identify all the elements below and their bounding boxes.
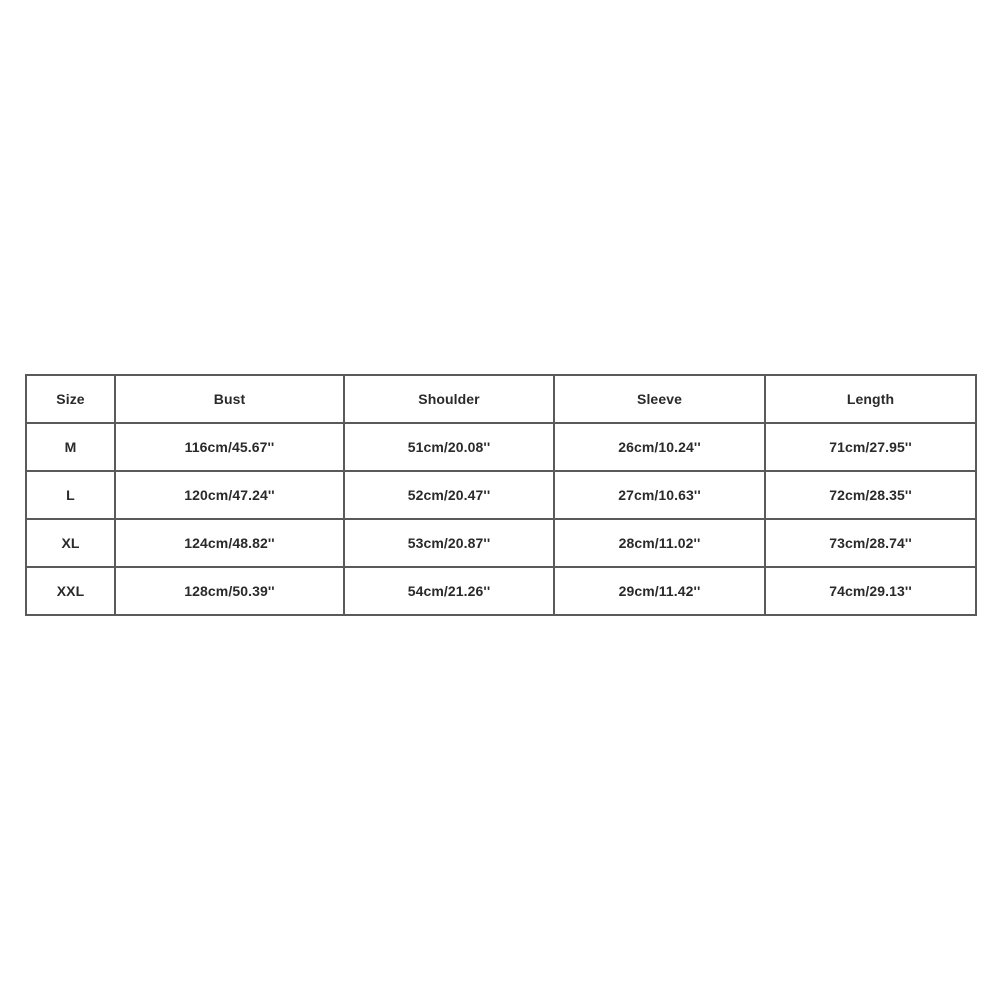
cell-bust: 120cm/47.24'' bbox=[115, 471, 344, 519]
cell-shoulder: 52cm/20.47'' bbox=[344, 471, 554, 519]
header-length: Length bbox=[765, 375, 976, 423]
cell-length: 72cm/28.35'' bbox=[765, 471, 976, 519]
cell-size: M bbox=[26, 423, 115, 471]
size-chart-table bbox=[25, 374, 977, 616]
table-row bbox=[26, 519, 976, 567]
cell-length: 71cm/27.95'' bbox=[765, 423, 976, 471]
table-header-row bbox=[26, 375, 976, 423]
cell-shoulder: 53cm/20.87'' bbox=[344, 519, 554, 567]
cell-sleeve: 27cm/10.63'' bbox=[554, 471, 765, 519]
cell-shoulder: 54cm/21.26'' bbox=[344, 567, 554, 615]
header-sleeve: Sleeve bbox=[554, 375, 765, 423]
cell-sleeve: 29cm/11.42'' bbox=[554, 567, 765, 615]
cell-size: XXL bbox=[26, 567, 115, 615]
header-size: Size bbox=[26, 375, 115, 423]
cell-bust: 124cm/48.82'' bbox=[115, 519, 344, 567]
cell-sleeve: 26cm/10.24'' bbox=[554, 423, 765, 471]
cell-size: XL bbox=[26, 519, 115, 567]
cell-shoulder: 51cm/20.08'' bbox=[344, 423, 554, 471]
cell-bust: 116cm/45.67'' bbox=[115, 423, 344, 471]
table-row bbox=[26, 423, 976, 471]
table-row bbox=[26, 471, 976, 519]
cell-size: L bbox=[26, 471, 115, 519]
cell-length: 73cm/28.74'' bbox=[765, 519, 976, 567]
table-row bbox=[26, 567, 976, 615]
cell-sleeve: 28cm/11.02'' bbox=[554, 519, 765, 567]
cell-length: 74cm/29.13'' bbox=[765, 567, 976, 615]
cell-bust: 128cm/50.39'' bbox=[115, 567, 344, 615]
header-shoulder: Shoulder bbox=[344, 375, 554, 423]
header-bust: Bust bbox=[115, 375, 344, 423]
